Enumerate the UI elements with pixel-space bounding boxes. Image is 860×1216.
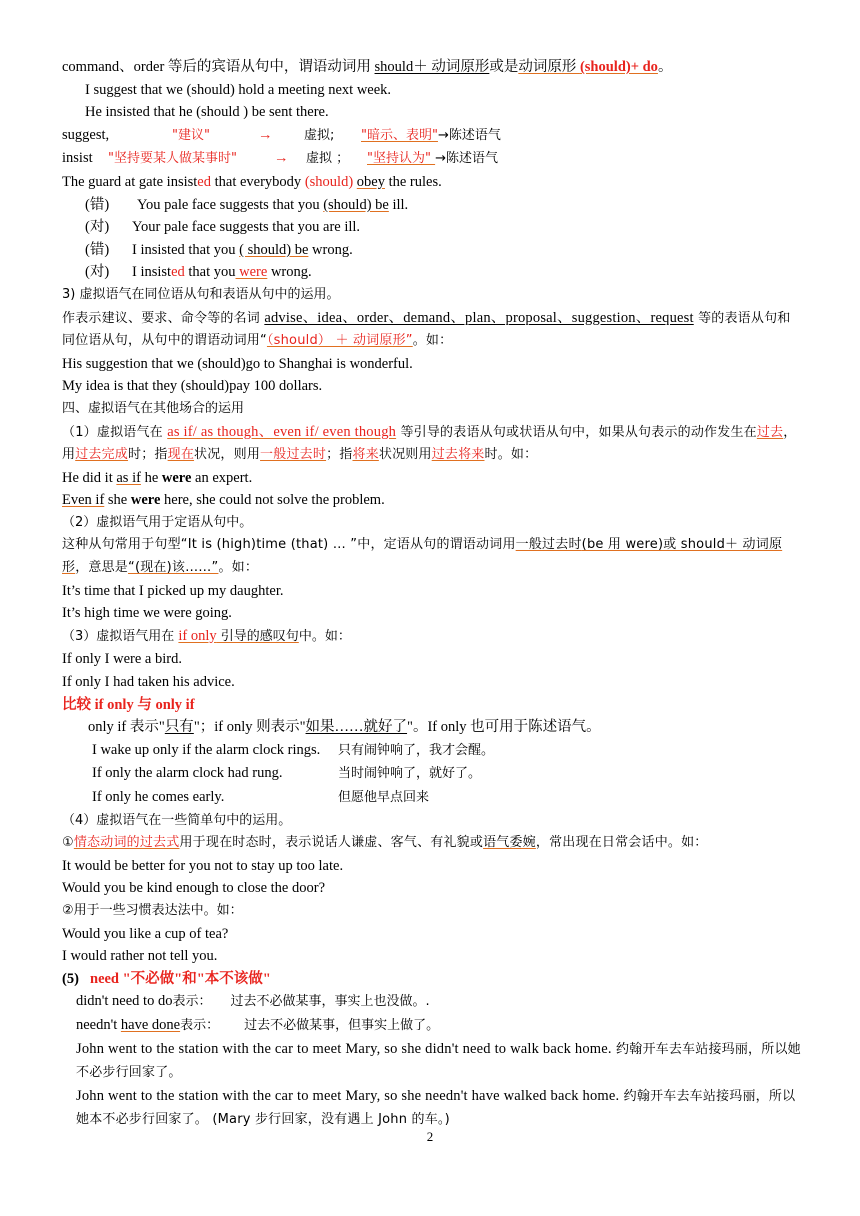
example-sentence <box>62 171 802 194</box>
translation: 只有闹钟响了，我才会醒。 <box>338 742 495 758</box>
verdict-label: (对) <box>85 264 110 281</box>
text-run: 状况，则用 <box>194 447 261 463</box>
text-run: ，用 <box>62 424 797 463</box>
arrow: → <box>274 150 289 167</box>
text-run: "建议" <box>172 127 210 143</box>
text-run: (5) <box>62 970 79 987</box>
text-run: 现在 <box>167 447 195 463</box>
section-heading: 3) 虚拟语气在同位语从句和表语从句中的运用。 <box>62 286 340 302</box>
text-run: need "不必做"和"本不该做" <box>90 970 271 987</box>
paragraph <box>62 1014 802 1038</box>
text-run: 作表示建议、要求、命令等的名词 <box>62 310 265 326</box>
text-run: 过去将来 <box>431 447 485 463</box>
text-run: （3）虚拟语气用在 <box>62 628 179 644</box>
section-heading: （4）虚拟语气在一些简单句中的运用。 <box>62 812 292 828</box>
text-run: John went to the station with the car to meet Mary, so she needn't have walked back home. <box>76 1087 620 1104</box>
example-sentence <box>62 239 802 262</box>
compare-heading: 比较 if only 与 only if <box>62 696 195 713</box>
text-run: 用于现在时态时，表示说话人谦虚、客气、有礼貌或 <box>179 835 484 851</box>
text-run: "坚持认为" <box>367 151 436 167</box>
text-run: she <box>104 492 131 509</box>
text-run: 。如： <box>218 560 259 576</box>
section-heading <box>62 968 802 991</box>
text-run: 动词原形 <box>518 59 580 75</box>
text-run: 时。如： <box>484 447 538 463</box>
paragraph <box>62 421 802 467</box>
text-run: 过去不必做某事，但事实上做了。 <box>244 1017 440 1033</box>
text-run: ，常出现在日常会话中。如： <box>535 835 708 851</box>
text-run: 虚拟 ； <box>306 151 350 167</box>
paragraph <box>62 716 802 739</box>
text-run: You pale face suggests that you <box>137 196 324 213</box>
text-run: 引导的感叹句 <box>216 628 299 644</box>
paragraph <box>62 1085 802 1132</box>
text-run: wrong. <box>267 264 312 281</box>
text-run: only if 表示" <box>88 719 165 736</box>
text-run: suggest, <box>62 126 110 143</box>
text-run: wrong. <box>308 241 353 258</box>
paragraph <box>62 1038 802 1085</box>
text-run: The guard at gate insist <box>62 173 198 190</box>
text-run: →陈述语气 <box>435 151 498 167</box>
text-run: 语气委婉 <box>483 835 536 851</box>
text-run: Even if <box>62 492 105 509</box>
example-sentence <box>62 739 802 763</box>
comparison-line <box>62 124 802 148</box>
text-run: (be 用 were)或 should＋ 动词原形 <box>62 537 783 576</box>
text-run: (should)+ do <box>579 59 658 75</box>
document-body <box>62 56 802 1132</box>
example-sentence: His suggestion that we (should)go to Shanghai is wonderful. <box>62 355 413 372</box>
text-run: ，意思是 <box>75 560 129 576</box>
section-heading: 四、虚拟语气在其他场合的运用 <box>62 400 245 416</box>
section-heading <box>62 625 802 649</box>
text-run: →陈述语气 <box>437 127 501 143</box>
text-run: 如果……就好了 <box>305 719 408 736</box>
example-sentence: He insisted that he (should ) be sent there. <box>85 104 329 121</box>
paragraph <box>62 534 802 579</box>
text-run: 状况则用 <box>378 447 432 463</box>
translation: 当时闹钟响了，就好了。 <box>338 766 482 782</box>
text-run: 只有 <box>164 719 194 736</box>
page-number: 2 <box>426 1129 434 1144</box>
text-run: 将来 <box>352 447 379 463</box>
text-run: 过去不必做某事，事实上也没做。. <box>230 994 430 1010</box>
text-run: I insisted that you <box>132 241 240 258</box>
example-sentence: My idea is that they (should)pay 100 dollars. <box>62 378 323 395</box>
text-run: John went to the station with the car to meet Mary, so she didn't need to walk back home. <box>76 1040 612 1057</box>
text-run: "暗示、表明" <box>361 127 438 143</box>
example-sentence <box>62 786 802 810</box>
translation: 但愿他早点回来 <box>338 790 430 805</box>
text-run: didn't need to do <box>76 993 173 1010</box>
text-run: ① <box>62 835 74 851</box>
paragraph: ②用于一些习惯表达法中。如： <box>62 902 243 918</box>
text-run: 等的表语从句和同位语从句，从句中的谓语动词用“ <box>62 310 791 349</box>
text-run: (should) be <box>323 196 389 213</box>
text-run: 等引导的表语从句或状语从句中，如果从句表示的动作发生在 <box>396 424 757 440</box>
text-run: advise、idea、order、demand、plan、proposal、suggestion、request <box>264 309 694 326</box>
text-run: the rules. <box>384 173 442 190</box>
example-sentence <box>62 467 802 490</box>
text-run: 过去 <box>756 424 784 440</box>
text-run: 。 <box>657 59 673 75</box>
text-run: have done <box>120 1016 181 1033</box>
text-run: that you <box>184 264 236 281</box>
text-run: an expert. <box>191 469 253 486</box>
text-run: (Mary 步行回家，没有遇上 John 的车。) <box>208 1112 450 1128</box>
translation: 约翰开车去车站接玛丽，所以她本不必步行回家了。 <box>76 1088 796 1128</box>
text-run: needn't <box>76 1016 121 1033</box>
text-run: Your pale face suggests that you are ill. <box>132 219 361 236</box>
example-sentence <box>62 489 802 512</box>
text-run: here, she could not solve the problem. <box>160 492 385 509</box>
arrow: → <box>258 126 273 143</box>
text-run: ed <box>171 264 185 281</box>
example-sentence: Would you like a cup of tea? <box>62 925 229 942</box>
text-run: ( should) be <box>239 241 309 258</box>
text-run: command、order 等后的宾语从句中，谓语动词用 <box>62 59 375 75</box>
text-run: as if <box>116 469 141 486</box>
text-run: obey <box>356 173 385 190</box>
text-run: (should) <box>304 173 354 190</box>
example-sentence: It’s high time we were going. <box>62 605 232 622</box>
text-run: 表示： <box>172 994 212 1010</box>
example-sentence: If only I had taken his advice. <box>62 674 235 691</box>
paragraph <box>62 832 802 855</box>
example-sentence <box>62 216 802 239</box>
text-run: 。如： <box>412 333 453 349</box>
translation: 约翰开车去车站接玛丽，所以她不必步行回家了。 <box>76 1041 801 1081</box>
example-sentence: Would you be kind enough to close the door? <box>62 880 326 897</box>
text-run: insist <box>62 150 93 167</box>
text-run: "。If only 也可用于陈述语气。 <box>407 719 601 736</box>
example-sentence: It would be better for you not to stay up too late. <box>62 857 344 874</box>
text-run: ed <box>197 173 211 190</box>
text-run: "；if only 则表示" <box>193 719 306 736</box>
example-sentence: I suggest that we (should) hold a meeting next week. <box>85 81 392 98</box>
section-heading: （2）虚拟语气用于定语从句中。 <box>62 514 253 530</box>
text-run: I wake up only if the alarm clock rings. <box>92 741 321 758</box>
text-run: ；指 <box>326 447 353 463</box>
text-run: that everybody <box>210 173 305 190</box>
text-run: I insist <box>132 264 172 281</box>
verdict-label: (错) <box>85 241 110 258</box>
verdict-label: (对) <box>85 219 110 236</box>
text-run: "坚持要某人做某事时" <box>108 151 237 167</box>
example-sentence <box>62 762 802 786</box>
example-sentence: I would rather not tell you. <box>62 948 218 965</box>
text-run: as if/ as though、even if/ even though <box>167 423 397 440</box>
text-run: 这种从句常用于句型“It is (high)time (that) … ”中，定语从句的谓语动词用 <box>62 537 516 553</box>
text-run: were <box>161 469 192 486</box>
text-run: 或是 <box>489 59 519 75</box>
example-sentence: It’s time that I picked up my daughter. <box>62 582 284 599</box>
example-sentence <box>62 261 802 284</box>
text-run: If only the alarm clock had rung. <box>92 765 283 782</box>
text-run: 表示： <box>180 1017 220 1033</box>
paragraph <box>62 990 802 1014</box>
text-run: 时；指 <box>128 447 168 463</box>
text-run: were <box>130 492 161 509</box>
text-run: 虚拟; <box>304 127 335 143</box>
text-run: should＋ 动词原形 <box>374 59 490 75</box>
comparison-line <box>62 147 802 171</box>
text-run: He did it <box>62 469 117 486</box>
text-run: 一般过去时 <box>260 447 327 463</box>
text-run: （should） ＋ 动词原形” <box>266 333 413 349</box>
text-run: 情态动词的过去式 <box>73 835 180 851</box>
example-sentence: If only I were a bird. <box>62 651 182 668</box>
text-run: 一般过去时 <box>515 537 582 553</box>
text-run: 过去完成 <box>75 447 129 463</box>
text-run: （1）虚拟语气在 <box>62 424 168 440</box>
text-run: he <box>140 469 162 486</box>
text-run: “(现在)该……” <box>128 560 219 576</box>
paragraph <box>62 307 802 353</box>
text-run: If only he comes early. <box>92 789 225 805</box>
text-run: 中。如： <box>298 628 351 644</box>
text-run: if only <box>178 627 217 644</box>
text-line <box>62 56 802 79</box>
example-sentence <box>62 194 802 217</box>
text-run: ill. <box>388 196 409 213</box>
text-run: were <box>235 264 268 281</box>
verdict-label: (错) <box>85 196 110 213</box>
